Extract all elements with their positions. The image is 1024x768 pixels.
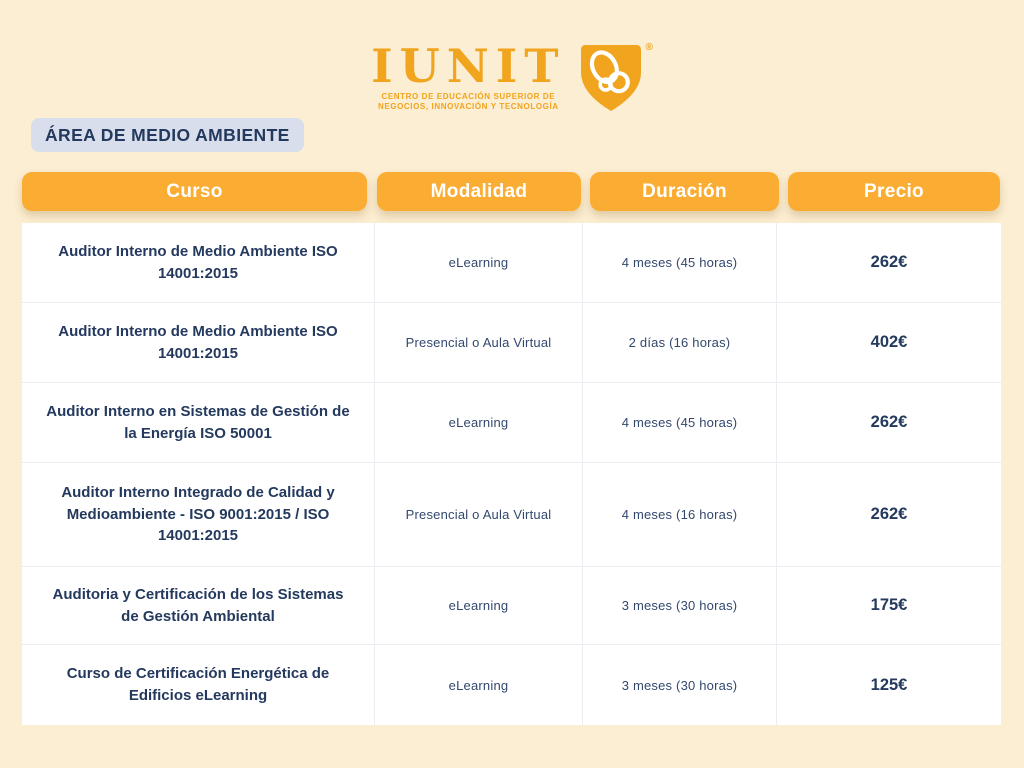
course-table xyxy=(22,223,1001,725)
course-duration: 2 días (16 horas) xyxy=(583,303,777,383)
course-duration: 4 meses (45 horas) xyxy=(583,383,777,463)
logo-wordmark: IUNIT xyxy=(371,39,566,93)
course-duration: 3 meses (30 horas) xyxy=(583,567,777,645)
column-header-duracion: Duración xyxy=(590,172,779,211)
shield-logo-icon xyxy=(580,45,642,111)
course-price: 125€ xyxy=(870,675,908,694)
column-header-modalidad: Modalidad xyxy=(377,172,581,211)
course-price: 262€ xyxy=(777,463,1001,567)
logo-tagline-line1: CENTRO DE EDUCACIÓN SUPERIOR DE xyxy=(381,92,556,101)
course-price: 402€ xyxy=(777,303,1001,383)
course-price: 175€ xyxy=(777,567,1001,645)
registered-trademark-icon: ® xyxy=(645,42,653,53)
column-header-curso: Curso xyxy=(22,172,367,211)
course-duration: 4 meses (16 horas) xyxy=(583,463,777,567)
course-price: 262€ xyxy=(777,383,1001,463)
logo-tagline-line2: NEGOCIOS, INNOVACIÓN Y TECNOLOGÍA xyxy=(377,102,559,111)
course-name: Auditor Interno en Sistemas de Gestión de la Energía ISO 50001 xyxy=(22,383,375,463)
course-name: Auditor Interno de Medio Ambiente ISO 14001:2015 xyxy=(22,303,375,383)
course-modality: eLearning xyxy=(375,567,583,645)
course-modality: eLearning xyxy=(375,223,583,303)
course-name: Auditoria y Certificación de los Sistemas de Gestión Ambiental xyxy=(22,567,375,645)
course-price: 262€ xyxy=(777,223,1001,303)
logo-tagline xyxy=(378,92,559,112)
course-modality: Presencial o Aula Virtual xyxy=(375,463,583,567)
iunit-logo xyxy=(0,39,1024,112)
course-modality: eLearning xyxy=(375,645,583,725)
column-header-precio: Precio xyxy=(788,172,1000,211)
course-modality: Presencial o Aula Virtual xyxy=(375,303,583,383)
course-name: Curso de Certificación Energética de Edificios eLearning xyxy=(22,645,375,725)
course-name: Auditor Interno de Medio Ambiente ISO 14001:2015 xyxy=(22,223,375,303)
course-duration: 3 meses (30 horas) xyxy=(583,645,777,725)
course-name: Auditor Interno Integrado de Calidad y Medioambiente - ISO 9001:2015 / ISO 14001:2015 xyxy=(22,463,375,567)
course-modality: eLearning xyxy=(375,383,583,463)
page-title: ÁREA DE MEDIO AMBIENTE xyxy=(31,118,304,152)
course-duration: 4 meses (45 horas) xyxy=(583,223,777,303)
logo-text-block xyxy=(371,39,566,112)
